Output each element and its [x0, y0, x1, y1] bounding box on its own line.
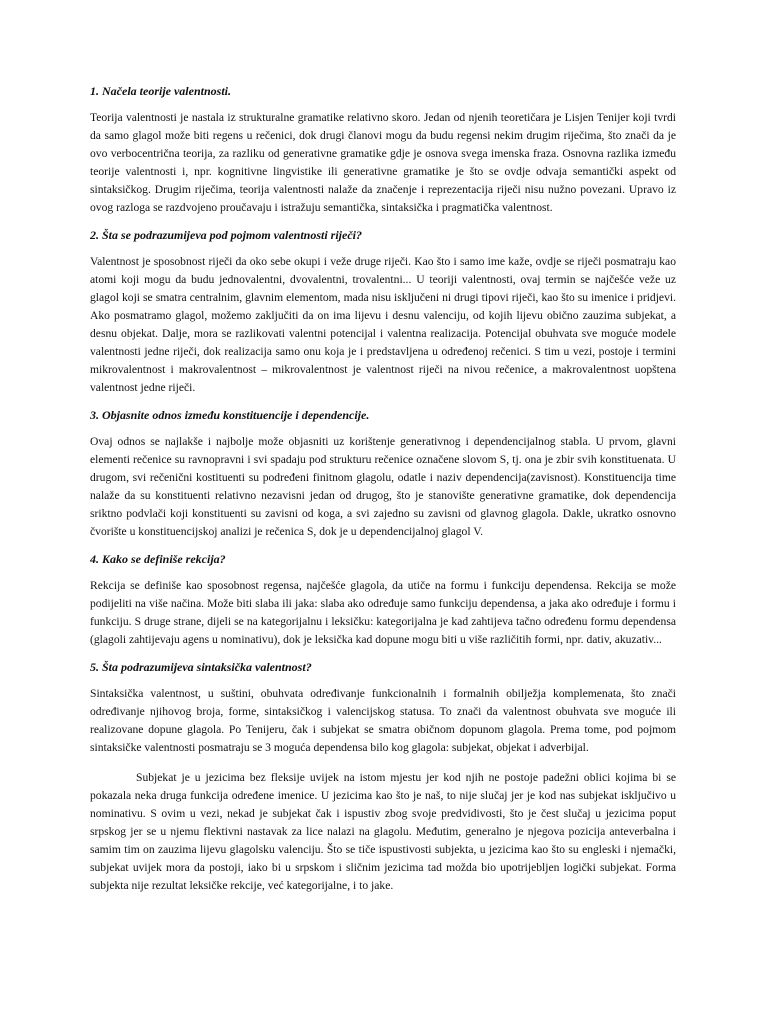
- document-page: [90, 84, 676, 906]
- section-heading-1: 1. Načela teorije valentnosti.: [90, 84, 231, 98]
- section-4-paragraph: Rekcija se definiše kao sposobnost regensa, najčešće glagola, da utiče na formu i funkciju dependensa. Rekcija se može podijeliti na više načina. Može biti slaba ili jaka: slaba ako određuje samo funkciju dependensa, a jaka ako određuje i formu i funkciju. S druge strane, dijeli se na kategorijalnu i leksičku: kategorijalna je kad zahtijeva tačno određenu formu dependensa (glagoli zahtijevaju agens u nominativu), dok je leksička kad dopune mogu biti u više različitih formi, npr. dativ, akuzativ...: [90, 579, 676, 646]
- section-heading-5: 5. Šta podrazumijeva sintaksička valentnost?: [90, 660, 312, 674]
- section-heading-3: 3. Objasnite odnos između konstituencije i dependencije.: [90, 408, 370, 422]
- section-1-paragraph: Teorija valentnosti je nastala iz strukturalne gramatike relativno skoro. Jedan od njenih teoretičara je Lisjen Tenijer koji tvrdi da samo glagol može biti regens u rečenici, dok drugi članovi mogu da budu regensi nekim drugim riječima, što znači da je ovo verbocentrična teorija, za razliku od generativne gramatike gdje je osnova svega imenska fraza. Osnovna razlika između teorije valentnosti i, npr. kognitivne lingvistike ili generativne gramatike je što se ovdje odvaja semantički aspekt od sintaksičkog. Drugim riječima, teorija valentnosti nalaže da značenje i reprezentacija riječi nisu nužno povezani. Upravo iz ovog razloga se razdvojeno proučavaju i istražuju semantička, sintaksička i pragmatička valentnost.: [90, 111, 676, 214]
- section-5-paragraph-2: Subjekat je u jezicima bez fleksije uvijek na istom mjestu jer kod njih ne postoje padežni oblici kojima bi se pokazala neka druga funkcija određene imenice. U jezicima kao što je naš, to nije slučaj jer je kod nas subjekat isključivo u nominativu. S ovim u vezi, nekad je subjekat čak i ispustiv zbog svoje predvidivosti, što je čest slučaj u jezicima poput srpskog jer se u njemu flektivni nastavak za lice nalazi na glagolu. Međutim, generalno je njegova pozicija anteverbalna i samim tim on zauzima lijevu glagolsku valenciju. Što se tiče ispustivosti subjekta, u jezicima kao što su engleski i njemački, subjekat uvijek mora da postoji, iako bi u srpskom i sličnim jezicima tad možda bio upotrijebljen logički subjekat. Forma subjekta nije rezultat leksičke rekcije, već kategorijalne, i to jake.: [90, 771, 676, 892]
- section-heading-2: 2. Šta se podrazumijeva pod pojmom valentnosti riječi?: [90, 228, 363, 242]
- section-5-paragraph-1: Sintaksička valentnost, u suštini, obuhvata određivanje funkcionalnih i formalnih obilježja komplemenata, što znači određivanje njihovog broja, forme, sintaksičkog i valencijskog statusa. To znači da valentnost obuhvata sve moguće ili realizovane dopune glagola. Po Tenijeru, čak i subjekat se smatra običnom dopunom glagola. Prema tome, pod pojmom sintaksičke valentnosti posmatraju se 3 moguća dependensa bilo kog glagola: subjekat, objekat i adverbijal.: [90, 687, 676, 754]
- section-3-paragraph: Ovaj odnos se najlakše i najbolje može objasniti uz korištenje generativnog i dependencijalnog stabla. U prvom, glavni elementi rečenice su ravnopravni i svi spadaju pod strukturu rečenice označene slovom S, tj. ona je zbir svih konstituenata. U drugom, svi rečenični kostituenti su podređeni finitnom glagolu, odatle i naziv dependencija(zavisnost). Konstituencija time nalaže da su konstituenti relativno nezavisni jedan od drugog, što je stanovište generativne gramatike, dok dependencija sriktno podvlači koji konstituenti su zavisni od koga, a svi zajedno su zavisni od glavnog glagola. Dakle, ukratko osnovno čvorište u konstituencijskoj analizi je rečenica S, dok je u dependencijalnoj glagol V.: [90, 435, 676, 538]
- section-heading-4: 4. Kako se definiše rekcija?: [90, 552, 226, 566]
- section-2-paragraph: Valentnost je sposobnost riječi da oko sebe okupi i veže druge riječi. Kao što i samo ime kaže, ovdje se riječi posmatraju kao atomi koji mogu da budu jednovalentni, dvovalentni, trovalentni... U teoriji valentnosti, ovaj termin se najčešće veže uz glagol koji se smatra centralnim, glavnim elementom, mada nisu isključeni ni drugi tipovi riječi, kao što su imenice i pridjevi. Ako posmatramo glagol, možemo zaključiti da on ima lijevu i desnu valenciju, od kojih lijevu obično zauzima subjekat, a desnu objekat. Dalje, mora se razlikovati valentni potencijal i valentna realizacija. Potencijal obuhvata sve moguće modele valentnosti jedne riječi, dok realizacija samo onu koja je i predstavljena u određenoj rečenici. S tim u vezi, postoje i termini mikrovalentnost i makrovalentnost – mikrovalentnost je valentnost riječi na nivou rečenice, a makrovalentnost uopštena valentnost jedne riječi.: [90, 255, 676, 394]
